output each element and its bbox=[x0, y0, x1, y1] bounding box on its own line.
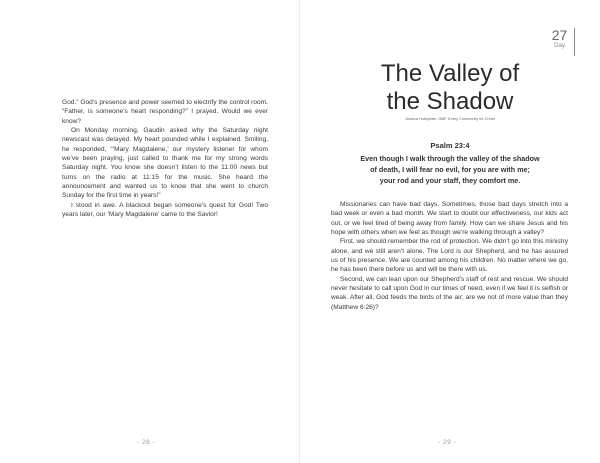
right-page-body bbox=[331, 200, 568, 312]
right-paragraph-1: Missionaries can have bad days. Sometimes, those bad days stretch into a bad week or even a bad month. We start to doubt our effectiveness, our kids act out, or we feel tired of being away from family. How can we share Jesus and his hope with others when we feel as though we’re walking through a valley? bbox=[331, 201, 568, 237]
left-paragraph-3: I stood in awe. A blackout began someone’s quest for God! Two years later, our ‘Mary Magdalene’ came to the Savior! bbox=[62, 201, 268, 219]
title-line-2: the Shadow bbox=[386, 88, 514, 115]
right-paragraph-2: First, we should remember the rod of protection. We didn’t go into this ministry alone, and we still aren’t alone. The Lord is our Shepherd, and he has assured us of his presence. We are counted among his children. No matter where we go, he has been there before us and will be there with us. bbox=[331, 238, 568, 274]
author-byline: Jessica Hollopeter, OMF, Every Community for Christ bbox=[405, 117, 495, 121]
right-paragraph-3: Second, we can lean upon our Shepherd’s staff of rest and rescue. We should never hesitate to call upon God in our times of need, even if we feel it is selfish or weak. After all, God feeds the birds of the air; are we not of more value than they (Matthew 6:26)? bbox=[331, 275, 568, 311]
verse-text bbox=[340, 153, 560, 186]
verse-reference: Psalm 23:4 bbox=[430, 141, 470, 150]
left-paragraph-1: God.” God’s presence and power seemed to electrify the control room. “Father, is someone’s heart responding?” I prayed. Would we ever know? bbox=[62, 99, 268, 125]
title-line-1: The Valley of bbox=[380, 60, 520, 87]
day-number: 27 bbox=[551, 27, 568, 43]
devotional-title bbox=[340, 60, 560, 116]
verse-line-1: Even though I walk through the valley of the shadow bbox=[360, 154, 540, 163]
right-page bbox=[300, 0, 600, 463]
left-paragraph-2: On Monday morning, Gaudin asked why the Saturday night newscast was delayed. My heart pounded while I explained. Smiling, he responded, “‘Mary Magdalene,’ our mystery listener for whom we’ve been praying, just called to thank me for my strong words Saturday night. You know she doesn’t listen to the 11:00 news but turns on the radio at 11:15 for the music. She heard the announcement and wanted us to know that she went to church Sunday for the first time in years!” bbox=[62, 127, 268, 200]
day-label: Day bbox=[554, 43, 565, 49]
verse-line-3: your rod and your staff, they comfort me. bbox=[379, 176, 521, 185]
day-marker bbox=[548, 28, 575, 56]
verse-line-2: of death, I will fear no evil, for you are with me; bbox=[370, 165, 530, 174]
right-page-number: - 29 - bbox=[438, 439, 457, 446]
left-page-body bbox=[62, 98, 268, 219]
left-page-number: - 28 - bbox=[137, 439, 156, 446]
